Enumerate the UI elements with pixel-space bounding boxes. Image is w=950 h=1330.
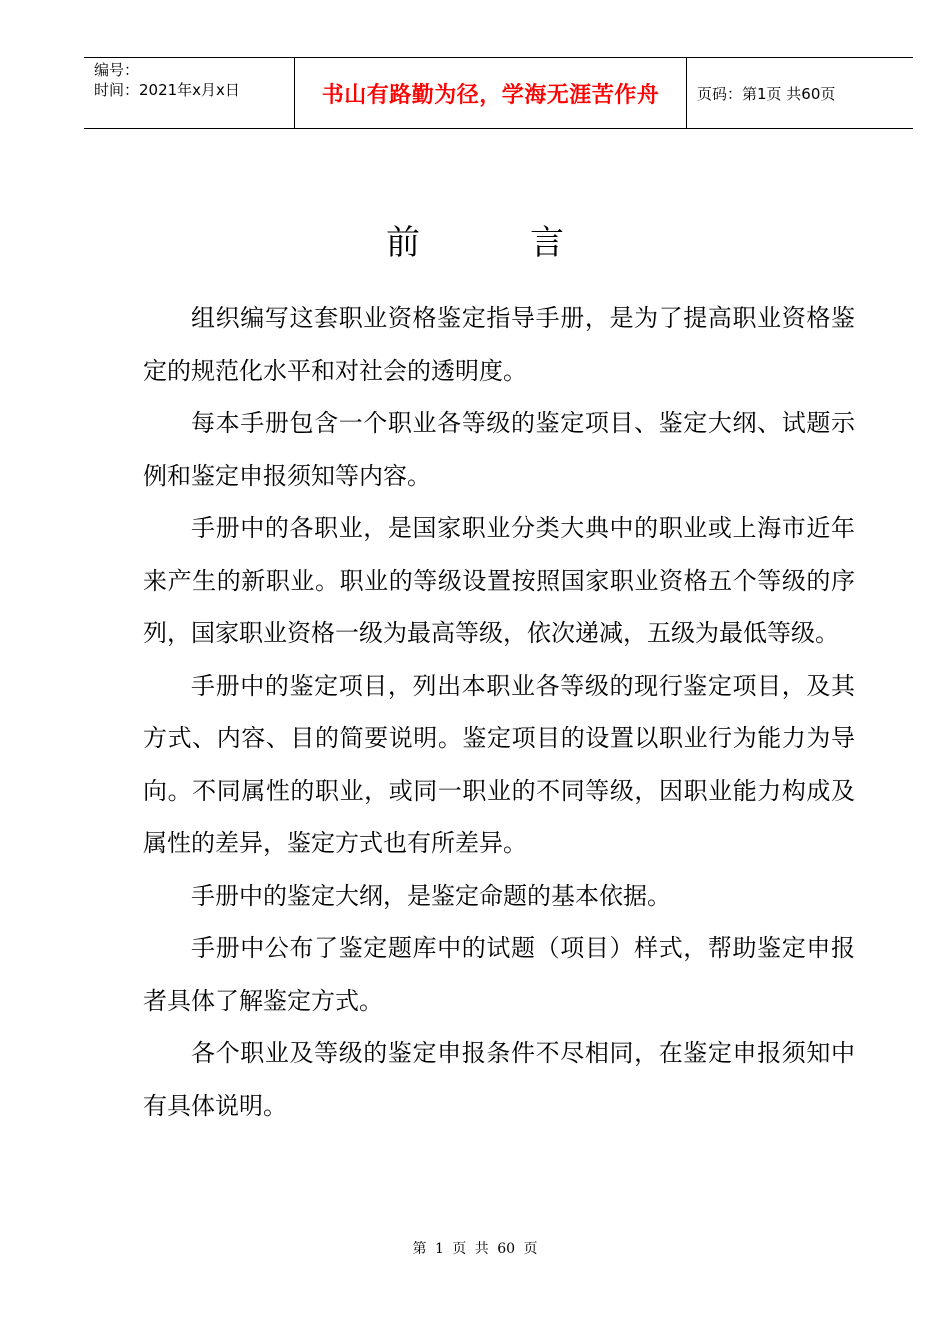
paragraph: 手册中的鉴定项目，列出本职业各等级的现行鉴定项目，及其方式、内容、目的简要说明。鉴定项目的设置以职业行为能力为导向。不同属性的职业，或同一职业的不同等级，因职业能力构成及属性的差异，鉴定方式也有所差异。 <box>143 671 855 857</box>
body-text <box>143 292 855 1132</box>
page-title: 前言 <box>386 223 674 263</box>
paragraph: 每本手册包含一个职业各等级的鉴定项目、鉴定大纲、试题示例和鉴定申报须知等内容。 <box>143 409 855 490</box>
document-header <box>84 57 913 129</box>
paragraph: 手册中的鉴定大纲，是鉴定命题的基本依据。 <box>191 881 671 910</box>
page-info-label: 页码：第1页 共60页 <box>697 84 836 103</box>
page-footer: 第 1 页 共 60 页 <box>412 1241 538 1257</box>
time-label: 时间：2021年x月x日 <box>94 81 240 99</box>
header-meta-cell <box>84 58 295 128</box>
paragraph: 手册中公布了鉴定题库中的试题（项目）样式，帮助鉴定申报者具体了解鉴定方式。 <box>143 934 855 1015</box>
serial-number-label: 编号： <box>94 61 140 79</box>
header-page-cell <box>687 58 913 128</box>
paragraph: 组织编写这套职业资格鉴定指导手册，是为了提高职业资格鉴定的规范化水平和对社会的透明度。 <box>143 304 855 385</box>
motto-text: 书山有路勤为径，学海无涯苦作舟 <box>321 82 660 108</box>
paragraph: 各个职业及等级的鉴定申报条件不尽相同，在鉴定申报须知中有具体说明。 <box>143 1039 855 1120</box>
header-motto-cell <box>295 58 687 128</box>
paragraph: 手册中的各职业，是国家职业分类大典中的职业或上海市近年来产生的新职业。职业的等级设置按照国家职业资格五个等级的序列，国家职业资格一级为最高等级，依次递减，五级为最低等级。 <box>143 514 855 647</box>
